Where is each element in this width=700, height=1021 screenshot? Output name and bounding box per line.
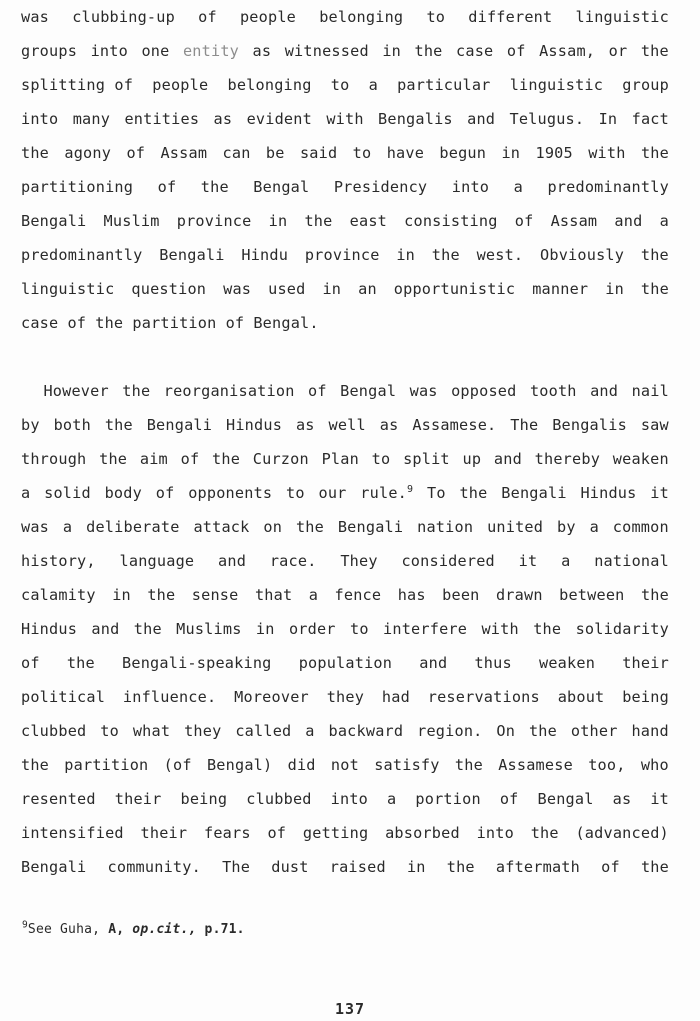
word: and [614, 212, 643, 230]
word: into [330, 790, 369, 808]
word: of [180, 450, 200, 468]
word: sense [191, 586, 239, 604]
word: of [267, 824, 287, 842]
word: Presidency [333, 178, 428, 196]
word: of [514, 212, 534, 230]
word: it [650, 790, 669, 808]
word: attack [193, 518, 250, 536]
word: aim [139, 450, 168, 468]
word: splitting of [21, 76, 134, 94]
word: belonging [319, 8, 404, 26]
word: (of [163, 756, 192, 774]
text-line [21, 646, 669, 680]
word: They [340, 552, 378, 570]
word: that [254, 586, 293, 604]
word: national [594, 552, 669, 570]
word: a [659, 212, 669, 230]
word: province [304, 246, 380, 264]
text-line [21, 782, 669, 816]
word: belonging [227, 76, 312, 94]
word: what [132, 722, 171, 740]
word: The [222, 858, 251, 876]
word: the [104, 416, 133, 434]
word: particular [397, 76, 491, 94]
word: being [622, 688, 669, 706]
word: the [459, 484, 488, 502]
word: into [21, 110, 59, 128]
word: consisting [404, 212, 498, 230]
word: of [157, 178, 177, 196]
word: getting [302, 824, 369, 842]
word: language [119, 552, 195, 570]
word: influence. [122, 688, 217, 706]
word: fact [631, 110, 669, 128]
word: Assamese [498, 756, 573, 774]
word: they [326, 688, 365, 706]
word: a [561, 552, 571, 570]
word: as [379, 416, 399, 434]
word: hand [631, 722, 669, 740]
word: Bengal [253, 178, 310, 196]
word: Moreover [234, 688, 309, 706]
word: into [451, 178, 490, 196]
word: portion [415, 790, 481, 808]
word: deliberate [86, 518, 180, 536]
word: nail [631, 382, 669, 400]
word: Bengali-speaking [122, 654, 272, 672]
word: Bengali [501, 484, 567, 502]
word: interfere [383, 620, 468, 638]
word: case [456, 42, 494, 60]
word: and [590, 382, 619, 400]
word: many [72, 110, 111, 128]
word: Bengal [340, 382, 397, 400]
text-line [21, 0, 669, 34]
word: political [21, 688, 106, 706]
word: people [239, 8, 297, 26]
word: to [350, 620, 369, 638]
word: has [397, 586, 426, 604]
word: to [330, 76, 350, 94]
word: clubbing-up [72, 8, 175, 26]
text-line [21, 170, 669, 204]
word: Bengali [146, 416, 213, 434]
word: the [446, 858, 475, 876]
word: not [330, 756, 359, 774]
word: as [612, 790, 632, 808]
word: Obviously [540, 246, 625, 264]
word: aftermath [495, 858, 580, 876]
word: other [570, 722, 618, 740]
word: Bengali [159, 246, 225, 264]
paragraph-2 [21, 374, 669, 884]
word: The [510, 416, 539, 434]
word: the [640, 144, 669, 162]
word: our [318, 484, 347, 502]
word: had [381, 688, 410, 706]
word: who [640, 756, 669, 774]
word: reorganisation [163, 382, 295, 400]
word: a [368, 76, 378, 94]
text-line [21, 136, 669, 170]
word: of [225, 314, 245, 332]
word: groups [21, 42, 78, 60]
word: predominantly [21, 246, 143, 264]
word: was [223, 280, 252, 298]
word: saw [640, 416, 669, 434]
word: west. [476, 246, 524, 264]
word: group [622, 76, 669, 94]
word: Assam [550, 212, 598, 230]
word: entities [124, 110, 200, 128]
word: it [518, 552, 538, 570]
word: the [640, 586, 669, 604]
word: the [640, 280, 669, 298]
word: have [386, 144, 425, 162]
text-line [21, 748, 669, 782]
word: Bengal. [253, 314, 319, 332]
word: partitioning [21, 178, 134, 196]
word: with [326, 110, 364, 128]
word: by [21, 416, 40, 434]
word: However [43, 382, 109, 400]
footnote-segment: A, [108, 922, 125, 937]
word: body [104, 484, 142, 502]
word: the [414, 42, 443, 60]
text-line [21, 34, 669, 68]
word: can [222, 144, 251, 162]
word: the [133, 620, 162, 638]
word: intensified [21, 824, 124, 842]
word: the [122, 382, 151, 400]
word: thereby [534, 450, 601, 468]
text-line [21, 714, 669, 748]
word: and [218, 552, 247, 570]
word: the [295, 518, 324, 536]
word: with [588, 144, 626, 162]
word: in [112, 586, 131, 604]
page-number: 137 [334, 1000, 366, 1018]
word: used [268, 280, 306, 298]
word: of [155, 484, 175, 502]
word: was [21, 518, 50, 536]
footnote-marker: 9 [22, 919, 28, 931]
word: predominantly [547, 178, 669, 196]
word: province [176, 212, 252, 230]
word: Telugus. [509, 110, 585, 128]
word: the [200, 178, 229, 196]
word: race. [269, 552, 317, 570]
word: the [528, 722, 557, 740]
word: Bengali [337, 518, 404, 536]
word: people [152, 76, 209, 94]
text-line [21, 578, 669, 612]
word: to [286, 484, 305, 502]
footnote-segment [197, 922, 205, 937]
word: in [322, 280, 342, 298]
word: a [513, 178, 523, 196]
word: weaken [612, 450, 669, 468]
word: the [95, 314, 124, 332]
text-line [21, 306, 669, 340]
word: to [100, 722, 119, 740]
word: in [255, 620, 275, 638]
word: in [382, 42, 401, 60]
word: it [650, 484, 669, 502]
word: they [184, 722, 222, 740]
word: in [501, 144, 521, 162]
word: clubbed [21, 722, 87, 740]
text-line [21, 510, 669, 544]
text-line [21, 238, 669, 272]
word: Bengalis [378, 110, 453, 128]
word: being [180, 790, 228, 808]
word: and [91, 620, 120, 638]
word: did [287, 756, 316, 774]
word: and [493, 450, 522, 468]
word: said [299, 144, 338, 162]
word: On [496, 722, 516, 740]
text-line [21, 272, 669, 306]
word: Assam, [539, 42, 596, 60]
word: evident [246, 110, 312, 128]
word: into [90, 42, 128, 60]
word: about [557, 688, 605, 706]
word: tooth [529, 382, 577, 400]
word: the [454, 756, 483, 774]
word: to [352, 144, 372, 162]
word: Bengali [21, 858, 87, 876]
word: Hindus [21, 620, 78, 638]
word: fears [204, 824, 251, 842]
footnote-segment: p.71. [204, 922, 245, 937]
word: begun [439, 144, 487, 162]
paragraph-1 [21, 0, 669, 340]
word: linguistic [575, 8, 669, 26]
word: different [468, 8, 553, 26]
word: between [559, 586, 625, 604]
word: partition [132, 314, 217, 332]
word: was [409, 382, 438, 400]
word: entity [182, 42, 240, 60]
word: drawn [495, 586, 543, 604]
word: fence [334, 586, 382, 604]
word: region. [417, 722, 483, 740]
text-line [21, 68, 669, 102]
word: backward [328, 722, 404, 740]
word: Muslim [103, 212, 160, 230]
word: Hindu [241, 246, 289, 264]
word: weaken [539, 654, 596, 672]
word: In [598, 110, 618, 128]
word: considered [401, 552, 495, 570]
word: the [640, 246, 669, 264]
text-line [21, 408, 669, 442]
footnote-reference-marker: 9 [407, 483, 414, 495]
word: the [533, 620, 562, 638]
word: linguistic [509, 76, 604, 94]
word: been [442, 586, 480, 604]
word: opposed [451, 382, 517, 400]
word: up [462, 450, 482, 468]
word: (advanced) [575, 824, 669, 842]
word: Hindus [580, 484, 637, 502]
text-line [21, 102, 669, 136]
word: their [140, 824, 188, 842]
text-line [21, 476, 669, 510]
word: Assam [160, 144, 208, 162]
text-line [21, 544, 669, 578]
text-line [21, 442, 669, 476]
word: an [358, 280, 377, 298]
word: of [126, 144, 146, 162]
word: as [213, 110, 233, 128]
word: the [640, 42, 669, 60]
word: the [147, 586, 176, 604]
footnote-segment: See Guha, [27, 922, 109, 937]
word: opportunistic [393, 280, 516, 298]
word: of [198, 8, 217, 26]
word: Bengalis [552, 416, 627, 434]
word: on [263, 518, 283, 536]
word: in [268, 212, 288, 230]
text-line [21, 612, 669, 646]
word: into [476, 824, 514, 842]
word: a [589, 518, 599, 536]
word: of [506, 42, 526, 60]
word: a [305, 722, 315, 740]
word: of [499, 790, 519, 808]
word: solid [44, 484, 91, 502]
word: dust [271, 858, 309, 876]
word: a [387, 790, 397, 808]
word: To [427, 484, 446, 502]
word: reservations [427, 688, 540, 706]
word: order [288, 620, 336, 638]
word: too, [588, 756, 626, 774]
word: of [308, 382, 327, 400]
word: of [21, 654, 40, 672]
word: linguistic [21, 280, 115, 298]
word: to [371, 450, 391, 468]
word: with [481, 620, 519, 638]
word: and [419, 654, 448, 672]
text-line [21, 204, 669, 238]
word: east [349, 212, 388, 230]
word: Plan [321, 450, 359, 468]
footnote [22, 920, 245, 940]
word: Bengal) [206, 756, 273, 774]
word: Assamese. [412, 416, 497, 434]
word: their [622, 654, 669, 672]
word: of [67, 314, 87, 332]
word: thus [474, 654, 512, 672]
word: or [608, 42, 628, 60]
word: resented [21, 790, 96, 808]
word: by [557, 518, 576, 536]
word: the [21, 756, 50, 774]
word: the [21, 144, 50, 162]
word: community. [107, 858, 201, 876]
word: well [328, 416, 366, 434]
word: called [235, 722, 292, 740]
word: calamity [21, 586, 96, 604]
word: 1905 [535, 144, 573, 162]
word: history, [21, 552, 96, 570]
text-line [21, 850, 669, 884]
word: case [21, 314, 59, 332]
word: rule.$^9$ [360, 483, 414, 502]
word: Bengal [537, 790, 594, 808]
word: and [467, 110, 496, 128]
word: a [21, 484, 31, 502]
word: united [487, 518, 544, 536]
word: satisfy [374, 756, 440, 774]
word: population [298, 654, 393, 672]
word: partition [64, 756, 149, 774]
word: the [212, 450, 241, 468]
word: one [141, 42, 170, 60]
word: in [406, 858, 426, 876]
word: Muslims [176, 620, 242, 638]
word: nation [417, 518, 474, 536]
word: to [426, 8, 446, 26]
word: raised [329, 858, 386, 876]
word: as [252, 42, 272, 60]
word: the [431, 246, 460, 264]
word: common [612, 518, 669, 536]
word: be [265, 144, 285, 162]
word: as [295, 416, 315, 434]
word: through [21, 450, 87, 468]
word: the [304, 212, 333, 230]
paragraph-gap [21, 340, 669, 374]
word: a [308, 586, 319, 604]
word: was [21, 8, 50, 26]
page-body-text [21, 0, 669, 884]
word: split [403, 450, 450, 468]
word: question [131, 280, 207, 298]
text-line [21, 374, 669, 408]
word: the [530, 824, 559, 842]
word: clubbed [246, 790, 312, 808]
word: both [53, 416, 91, 434]
word: solidarity [575, 620, 669, 638]
word: Curzon [252, 450, 309, 468]
word: manner [532, 280, 589, 298]
paragraph-indent [21, 374, 30, 408]
word: of [601, 858, 620, 876]
text-line [21, 816, 669, 850]
word: the [99, 450, 128, 468]
footnote-segment: op.cit., [132, 922, 197, 937]
word: a [62, 518, 73, 536]
word: agony [64, 144, 112, 162]
word: witnessed [284, 42, 369, 60]
word: in [605, 280, 624, 298]
word: absorbed [385, 824, 460, 842]
word: Hindus [226, 416, 283, 434]
word: opponents [188, 484, 273, 502]
text-line [21, 680, 669, 714]
word: their [114, 790, 162, 808]
word: the [66, 654, 95, 672]
word: the [640, 858, 669, 876]
word: in [396, 246, 416, 264]
word: Bengali [21, 212, 87, 230]
